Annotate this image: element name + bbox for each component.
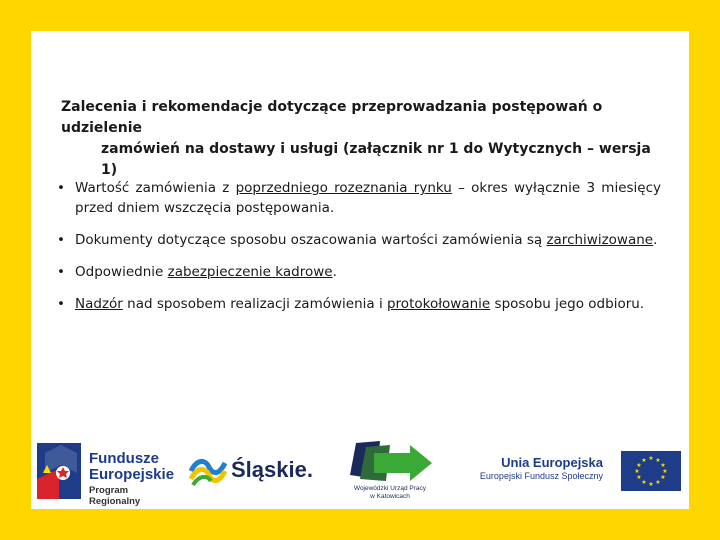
bullet-item bbox=[55, 178, 661, 218]
logo-bar bbox=[31, 439, 689, 505]
bullet-underlined-text: Nadzór bbox=[75, 296, 123, 312]
bullet-underlined-text: zabezpieczenie kadrowe bbox=[167, 264, 333, 280]
bullet-item bbox=[55, 230, 661, 250]
slaskie-text: Śląskie. bbox=[231, 457, 313, 482]
bullet-text: Dokumenty dotyczące sposobu oszacowania wartości zamówienia są bbox=[75, 232, 547, 248]
bullet-item bbox=[55, 294, 661, 314]
svg-text:★: ★ bbox=[660, 474, 666, 481]
bullet-text: sposobu jego odbioru. bbox=[490, 296, 645, 312]
wup-line-2: w Katowicach bbox=[370, 493, 410, 500]
svg-text:★: ★ bbox=[660, 462, 666, 469]
title-line-2: zamówień na dostawy i usługi (załącznik nr 1 do Wytycznych – wersja 1) bbox=[101, 141, 651, 178]
svg-text:★: ★ bbox=[641, 479, 647, 486]
fundusze-europejskie-logo bbox=[37, 443, 177, 507]
bullet-underlined-text: poprzedniego rozeznania rynku bbox=[235, 180, 452, 196]
slaskie-logo bbox=[189, 453, 329, 493]
bullet-text: – okres wyłącznie 3 miesięcy przed dniem wszczęcia postępowania. bbox=[75, 180, 661, 216]
svg-text:★: ★ bbox=[655, 457, 661, 464]
bullet-text: Odpowiednie bbox=[75, 264, 168, 280]
title-line-1: Zalecenia i rekomendacje dotyczące przeprowadzania postępowań o udzielenie bbox=[61, 99, 603, 136]
fe-line-3: Program Regionalny bbox=[89, 485, 141, 507]
bullet-item bbox=[55, 262, 661, 282]
bullet-text: Wartość zamówienia z bbox=[75, 180, 236, 196]
fe-star-icon bbox=[37, 443, 81, 499]
ue-line-1: Unia Europejska bbox=[501, 455, 603, 470]
bullet-text: nad sposobem realizacji zamówienia i bbox=[122, 296, 387, 312]
wup-arrow-icon bbox=[346, 439, 436, 485]
eu-flag-icon bbox=[621, 451, 681, 491]
bullet-list bbox=[55, 178, 661, 326]
slide-title bbox=[61, 97, 661, 181]
fe-line-1: Fundusze bbox=[89, 450, 159, 467]
svg-text:★: ★ bbox=[648, 481, 654, 488]
slaskie-wave-icon bbox=[189, 453, 227, 489]
svg-text:★: ★ bbox=[655, 479, 661, 486]
svg-text:★: ★ bbox=[636, 462, 642, 469]
bullet-underlined-text: zarchiwizowane bbox=[546, 232, 654, 248]
svg-text:★: ★ bbox=[662, 468, 668, 475]
wup-katowice-logo bbox=[346, 439, 436, 505]
bullet-text: . bbox=[653, 232, 658, 248]
svg-text:★: ★ bbox=[636, 474, 642, 481]
svg-text:★: ★ bbox=[641, 457, 647, 464]
bullet-text: . bbox=[332, 264, 337, 280]
fe-line-2: Europejskie bbox=[89, 466, 175, 483]
slide bbox=[31, 31, 689, 509]
svg-text:★: ★ bbox=[634, 468, 640, 475]
wup-line-1: Wojewódzki Urząd Pracy bbox=[353, 485, 427, 492]
svg-text:★: ★ bbox=[648, 455, 654, 462]
unia-europejska-logo bbox=[471, 447, 686, 497]
ue-line-2: Europejski Fundusz Społeczny bbox=[479, 471, 603, 481]
bullet-underlined-text: protokołowanie bbox=[386, 296, 491, 312]
